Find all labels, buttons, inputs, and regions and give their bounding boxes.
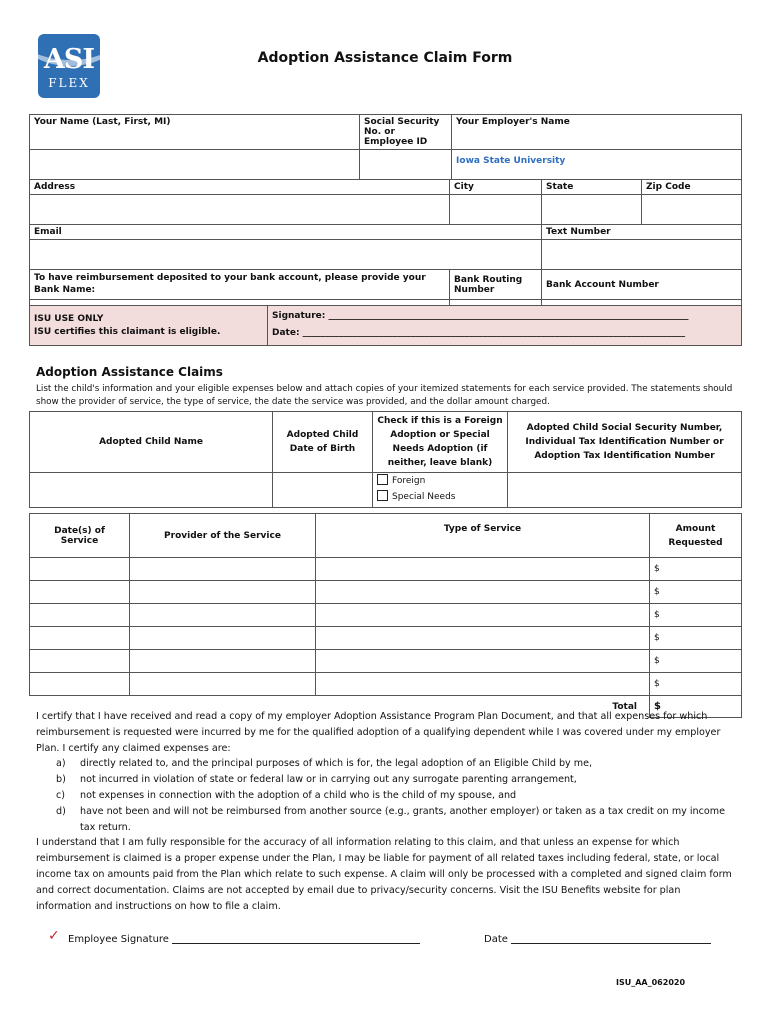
expense-type-field[interactable]: [316, 581, 650, 604]
foreign-label: Foreign: [392, 476, 426, 486]
certification-paragraph-2: I understand that I am fully responsible for the accuracy of all information relating to this claim, and that unless an expense for which reimbursement is claimed is a proper expense under the Plan, I may be liable for payment of all related taxes including federal, state, or local income tax on amounts paid from the Plan which relate to such expense. A claim will only be processed with a completed and signed claim form and correct documentation. Claims are not accepted by email due to privacy/security concerns. Visit the ISU Benefits website for plan information and instructions on how to file a claim.: [36, 837, 732, 912]
special-needs-label: Special Needs: [392, 492, 456, 502]
ssn-field[interactable]: [360, 150, 452, 180]
expense-amount-field[interactable]: $: [650, 650, 742, 673]
isu-signature-line[interactable]: Signature: ________________________________________________________________________________: [272, 311, 689, 321]
city-field[interactable]: [450, 195, 542, 225]
isu-certifies-text: ISU certifies this claimant is eligible.: [34, 326, 221, 337]
list-text: directly related to, and the principal purposes of which is for, the legal adoption of an Eligible Child by me,: [80, 758, 593, 770]
provider-header: Provider of the Service: [130, 514, 316, 558]
list-marker: c): [56, 789, 66, 801]
date-of-service-header: Date(s) of Service: [30, 514, 130, 558]
list-text: have not been and will not be reimbursed from another source (e.g., grants, another employer) or taken as a tax credit on my income tax return.: [80, 805, 726, 833]
type-of-service-header: Type of Service: [316, 514, 650, 558]
list-marker: b): [56, 774, 66, 786]
routing-label: Bank Routing Number: [450, 270, 542, 300]
expense-provider-field[interactable]: [130, 581, 316, 604]
expense-row: [30, 673, 742, 696]
email-label: Email: [30, 225, 542, 240]
expense-date-field[interactable]: [30, 558, 130, 581]
name-field[interactable]: [30, 150, 360, 180]
child-info-table: [29, 411, 742, 508]
certification-list-item: [36, 772, 736, 788]
expense-row: [30, 581, 742, 604]
certification-list-item: [36, 804, 736, 836]
expense-amount-field[interactable]: $: [650, 581, 742, 604]
total-label: Total: [612, 701, 637, 712]
foreign-adoption-header: Check if this is a Foreign Adoption or Special Needs Adoption (if neither, leave blank): [373, 412, 508, 473]
employee-signature-line[interactable]: [68, 932, 420, 945]
certification-list-item: [36, 788, 736, 804]
section-title: Adoption Assistance Claims: [36, 365, 223, 379]
list-marker: a): [56, 758, 66, 770]
expense-type-field[interactable]: [316, 627, 650, 650]
dob-field[interactable]: [273, 473, 373, 508]
expense-amount-field[interactable]: $: [650, 673, 742, 696]
expense-date-field[interactable]: [30, 627, 130, 650]
asi-flex-logo: [38, 34, 100, 98]
ssn-label: Social Security No. or Employee ID: [360, 115, 452, 150]
isu-use-only-cell: [30, 306, 268, 346]
expense-type-field[interactable]: [316, 673, 650, 696]
isu-use-only-table: [29, 305, 742, 346]
form-title: Adoption Assistance Claim Form: [257, 50, 513, 66]
expense-type-field[interactable]: [316, 604, 650, 627]
text-number-label: Text Number: [542, 225, 742, 240]
isu-signature-cell: [268, 306, 742, 346]
employer-field[interactable]: Iowa State University: [452, 150, 742, 180]
amount-header: Amount Requested: [650, 514, 742, 558]
text-number-field[interactable]: [542, 240, 742, 270]
certification-list-item: [36, 756, 736, 772]
expense-date-field[interactable]: [30, 650, 130, 673]
expense-type-field[interactable]: [316, 558, 650, 581]
certification-paragraph-1: I certify that I have received and read a copy of my employer Adoption Assistance Program Plan Document, and that all expenses for which reimbursement is requested were incurred by me for the qualified adoption of a qualifying dependent while I was covered under my employer Plan. I certify any claimed expenses are:: [36, 711, 721, 754]
special-needs-checkbox[interactable]: [377, 490, 388, 501]
employee-signature-label: Employee Signature: [68, 934, 169, 945]
account-label: Bank Account Number: [542, 270, 742, 300]
state-field[interactable]: [542, 195, 642, 225]
expense-provider-field[interactable]: [130, 604, 316, 627]
date-signature-line[interactable]: [484, 932, 711, 945]
isu-use-only-title: ISU USE ONLY: [34, 313, 104, 324]
child-name-header: Adopted Child Name: [30, 412, 273, 473]
foreign-checkbox[interactable]: [377, 474, 388, 485]
dob-header: Adopted Child Date of Birth: [273, 412, 373, 473]
logo-asi-text: ASI: [43, 44, 95, 75]
isu-date-line[interactable]: Date: _____________________________________________________________________________________: [272, 328, 686, 338]
expense-provider-field[interactable]: [130, 558, 316, 581]
expense-amount-field[interactable]: $: [650, 604, 742, 627]
address-field[interactable]: [30, 195, 450, 225]
foreign-option[interactable]: [377, 473, 503, 489]
expense-date-field[interactable]: [30, 581, 130, 604]
expenses-table: [29, 513, 742, 718]
certification-text: [36, 709, 736, 914]
address-label: Address: [30, 180, 450, 195]
employee-signature-field[interactable]: [172, 932, 420, 944]
zip-label: Zip Code: [642, 180, 742, 195]
form-code: ISU_AA_062020: [616, 978, 686, 987]
adoption-type-cell: [373, 473, 508, 508]
expense-row: [30, 650, 742, 673]
employer-label: Your Employer's Name: [452, 115, 742, 150]
special-needs-option[interactable]: [377, 489, 503, 505]
city-label: City: [450, 180, 542, 195]
expense-row: [30, 604, 742, 627]
state-label: State: [542, 180, 642, 195]
expense-row: [30, 558, 742, 581]
expense-row: [30, 627, 742, 650]
claims-intro: List the child's information and your eligible expenses below and attach copies of your itemized statements for each service provided. The statements should show the provider of service, the type of service, the date the service was provided, and the dollar amount charged.: [36, 384, 733, 407]
zip-field[interactable]: [642, 195, 742, 225]
expense-provider-field[interactable]: [130, 650, 316, 673]
expense-amount-field[interactable]: $: [650, 627, 742, 650]
expense-type-field[interactable]: [316, 650, 650, 673]
expense-provider-field[interactable]: [130, 627, 316, 650]
bank-name-label: To have reimbursement deposited to your bank account, please provide your Bank Name:: [30, 270, 450, 300]
signature-date-field[interactable]: [511, 932, 711, 944]
list-marker: d): [56, 805, 66, 817]
email-field[interactable]: [30, 240, 542, 270]
signature-date-label: Date: [484, 934, 508, 945]
child-ssn-field[interactable]: [508, 473, 742, 508]
total-amount[interactable]: $: [650, 696, 742, 718]
employee-info-table: [29, 114, 742, 326]
expense-amount-field[interactable]: $: [650, 558, 742, 581]
child-ssn-header: Adopted Child Social Security Number, Individual Tax Identification Number or Adoption Tax Identification Number: [508, 412, 742, 473]
list-text: not expenses in connection with the adoption of a child who is the child of my spouse, and: [80, 789, 517, 801]
expense-provider-field[interactable]: [130, 673, 316, 696]
child-name-field[interactable]: [30, 473, 273, 508]
list-text: not incurred in violation of state or federal law or in carrying out any surrogate parenting arrangement,: [80, 774, 577, 786]
expense-date-field[interactable]: [30, 673, 130, 696]
certification-list: [36, 756, 736, 835]
expense-date-field[interactable]: [30, 604, 130, 627]
checkmark-icon: ✓: [48, 928, 60, 944]
name-label: Your Name (Last, First, MI): [30, 115, 360, 150]
logo-flex-text: FLEX: [48, 76, 90, 90]
